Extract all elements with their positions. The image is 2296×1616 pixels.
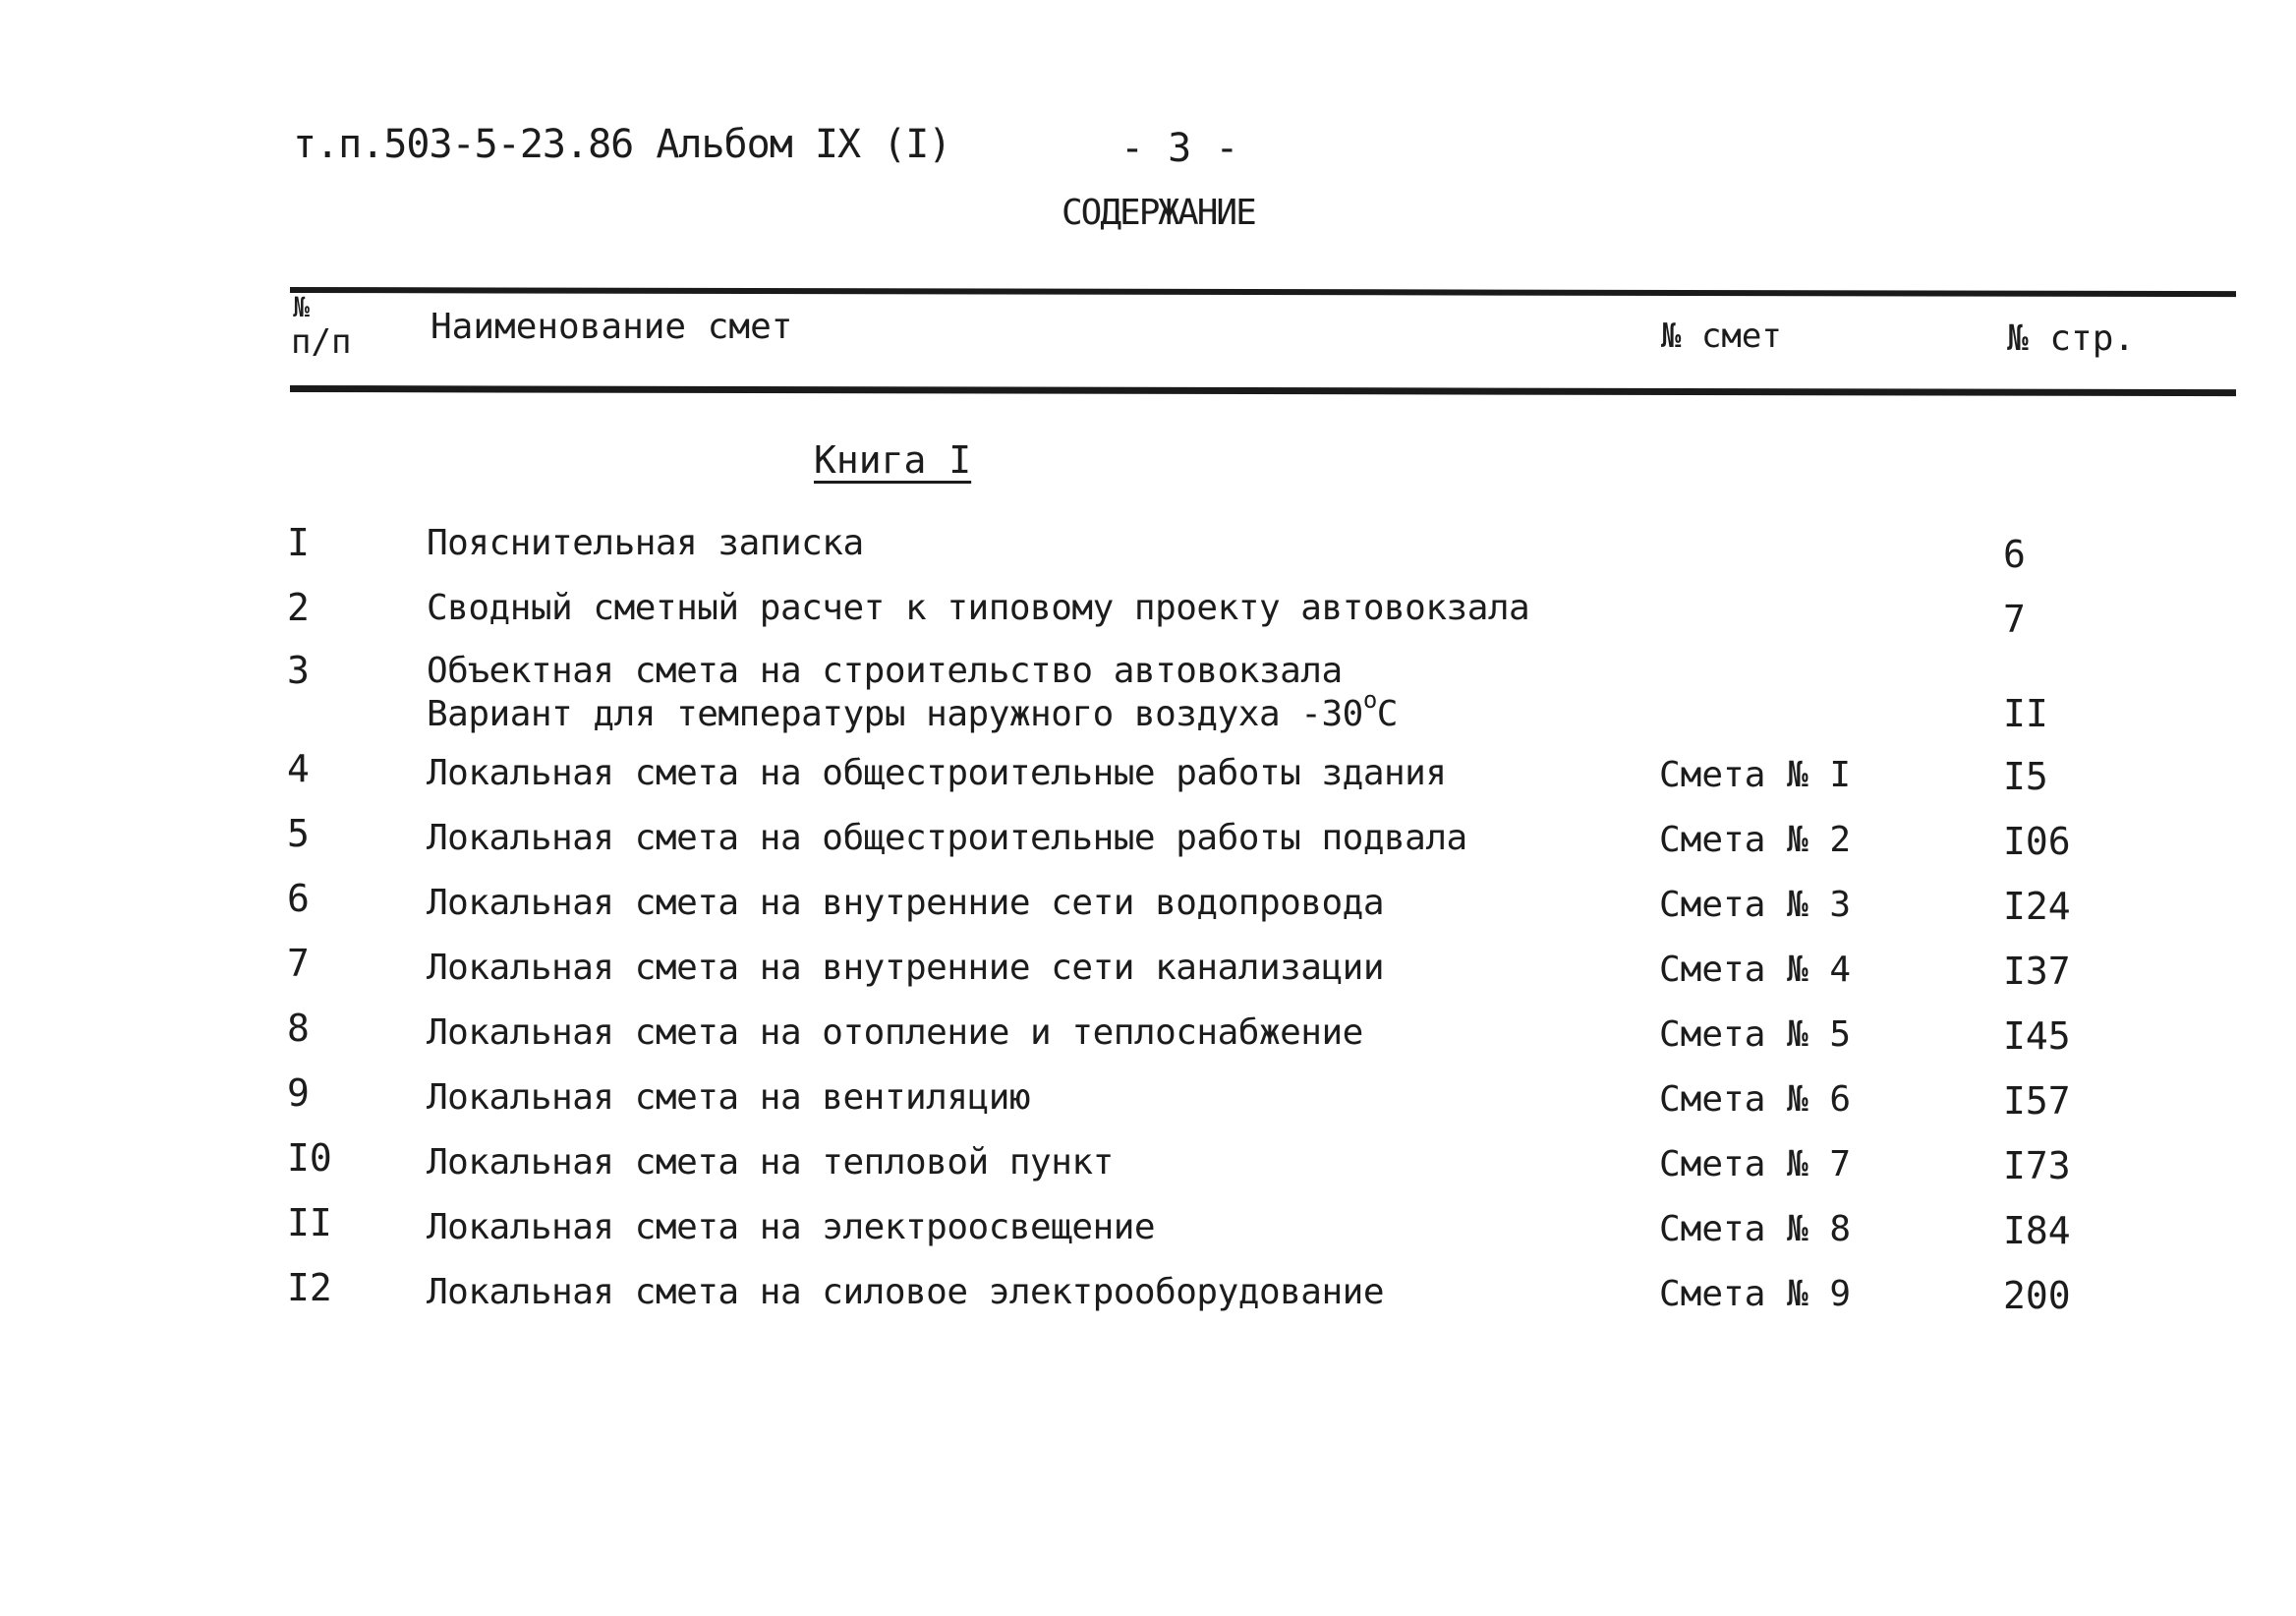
row-page: I84 <box>2003 1209 2071 1252</box>
table-row <box>0 1266 2296 1325</box>
column-header-page: № стр. <box>2007 318 2136 359</box>
row-page: II <box>2003 692 2048 735</box>
table-row <box>0 942 2296 1001</box>
row-number: 4 <box>287 747 310 790</box>
row-page: I45 <box>2003 1014 2071 1058</box>
row-page: I5 <box>2003 755 2048 798</box>
row-name: Локальная смета на тепловой пункт <box>427 1142 1114 1183</box>
row-name: Сводный сметный расчет к типовому проекту автовокзала <box>427 588 1530 628</box>
row-name: Локальная смета на электроосвещение <box>427 1207 1156 1247</box>
row-name: Локальная смета на внутренние сети канализации <box>427 948 1384 988</box>
row-number: 7 <box>287 942 310 985</box>
row-estimate-number: Смета № 8 <box>1659 1209 1852 1249</box>
table-row <box>0 1136 2296 1195</box>
row-page: I06 <box>2003 820 2071 863</box>
row-number: I2 <box>287 1266 332 1309</box>
column-header-number: п/п <box>291 322 352 362</box>
row-number: I0 <box>287 1136 332 1180</box>
table-row <box>0 812 2296 871</box>
row-page: I57 <box>2003 1079 2071 1123</box>
column-header-estimate-number: № смет <box>1661 317 1782 356</box>
row-estimate-number: Смета № 6 <box>1659 1079 1852 1120</box>
table-row <box>0 521 2296 580</box>
row-name: Локальная смета на вентиляцию <box>427 1077 1031 1118</box>
row-page: I73 <box>2003 1144 2071 1187</box>
row-estimate-number: Смета № 9 <box>1659 1274 1852 1314</box>
row-name: Пояснительная записка <box>427 523 864 563</box>
row-page: I37 <box>2003 950 2071 993</box>
column-header-name: Наименование смет <box>430 307 793 347</box>
table-header-bottom-rule <box>290 385 2236 396</box>
row-page: 200 <box>2003 1274 2071 1317</box>
row-estimate-number: Смета № 5 <box>1659 1014 1852 1055</box>
row-name: Объектная смета на строительство автовокзала <box>427 651 1343 691</box>
row-page: 7 <box>2003 598 2026 641</box>
page-number: - 3 - <box>1120 126 1239 171</box>
row-number: 6 <box>287 877 310 920</box>
row-number: II <box>287 1201 332 1244</box>
row-name: Локальная смета на внутренние сети водопровода <box>427 883 1384 923</box>
row-number: 3 <box>287 649 310 692</box>
row-estimate-number: Смета № 7 <box>1659 1144 1852 1184</box>
page-title: СОДЕРЖАНИЕ <box>1062 193 1255 233</box>
row-number: 5 <box>287 812 310 855</box>
column-header-number-symbol: № <box>293 291 310 323</box>
degree-superscript: о <box>1362 686 1377 714</box>
row-estimate-number: Смета № 2 <box>1659 820 1852 860</box>
table-row <box>0 1071 2296 1130</box>
row-estimate-number: Смета № 3 <box>1659 885 1852 925</box>
table-top-rule <box>290 287 2236 297</box>
table-row <box>0 747 2296 806</box>
row-name: Локальная смета на общестроительные работы подвала <box>427 818 1467 858</box>
table-row <box>0 877 2296 936</box>
row-number: 8 <box>287 1007 310 1050</box>
row-page: 6 <box>2003 533 2026 576</box>
row-name: Локальная смета на силовое электрооборудование <box>427 1272 1384 1312</box>
row-number: 2 <box>287 586 310 629</box>
row-estimate-number: Смета № I <box>1659 755 1852 795</box>
row-name-second-line: Вариант для температуры наружного воздуха $-30^оС$ <box>427 686 1398 734</box>
table-row <box>0 1201 2296 1260</box>
row-name: Локальная смета на отопление и теплоснабжение <box>427 1012 1363 1053</box>
section-title: Книга I <box>814 438 972 482</box>
row-number: I <box>287 521 310 564</box>
table-row <box>0 1007 2296 1066</box>
row-name: Локальная смета на общестроительные работы здания <box>427 753 1447 793</box>
row-page: I24 <box>2003 885 2071 928</box>
table-row <box>0 586 2296 645</box>
row-estimate-number: Смета № 4 <box>1659 950 1852 990</box>
row-number: 9 <box>287 1071 310 1115</box>
table-row <box>0 649 2296 737</box>
document-reference: т.п.503-5-23.86 Альбом IX (I) <box>293 122 951 167</box>
